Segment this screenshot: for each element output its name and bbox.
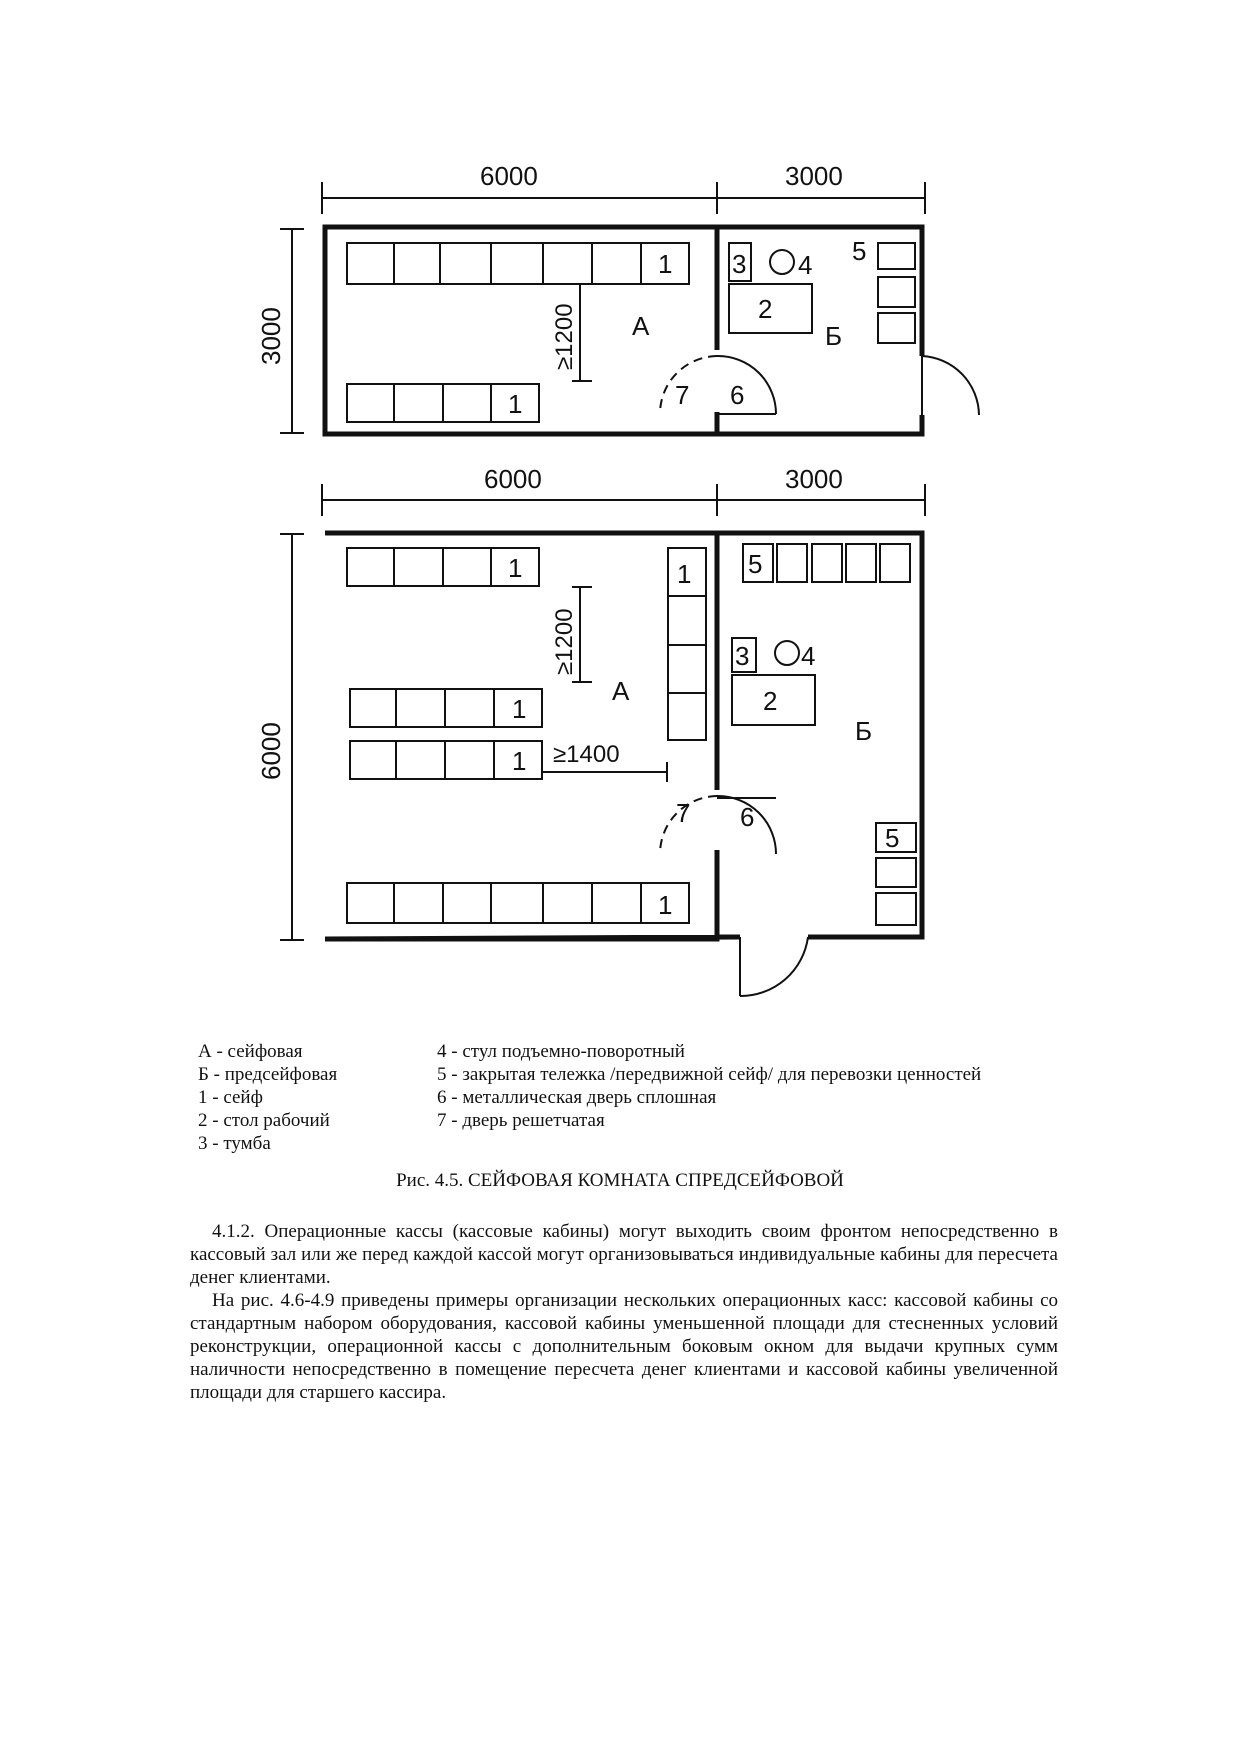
- top-chair-label: 4: [798, 250, 813, 280]
- legend-item: 4 - стул подъемно-поворотный: [437, 1041, 685, 1062]
- top-dim-width-b: 3000: [785, 161, 843, 191]
- top-safe-label-2: 1: [508, 389, 523, 419]
- legend-item: А - сейфовая: [198, 1041, 303, 1062]
- legend-item: 3 - тумба: [198, 1133, 271, 1154]
- legend-item: 5 - закрытая тележка /передвижной сейф/ для перевозки ценностей: [437, 1064, 982, 1085]
- top-room-b: Б: [825, 321, 843, 351]
- bottom-safe-label-3: 1: [512, 694, 527, 724]
- bottom-chair-label: 4: [801, 641, 816, 671]
- bottom-safe-label-5: 1: [658, 890, 673, 920]
- bottom-table-label: 2: [763, 686, 778, 716]
- body-text: [190, 1220, 1058, 1404]
- legend-item: Б - предсейфовая: [198, 1064, 338, 1085]
- legend-item: 7 - дверь решетчатая: [437, 1110, 605, 1131]
- figure-caption: Рис. 4.5. СЕЙФОВАЯ КОМНАТА СПРЕДСЕЙФОВОЙ: [396, 1170, 844, 1191]
- top-safe-label-1: 1: [658, 249, 673, 279]
- top-cabinet-label: 3: [732, 249, 747, 279]
- top-dim-width-a: 6000: [480, 161, 538, 191]
- legend-right-column: [437, 1040, 981, 1132]
- bottom-grate-door-label: 7: [676, 798, 691, 828]
- bottom-chair: [775, 641, 799, 665]
- bottom-dim-width-b: 3000: [785, 464, 843, 494]
- bottom-dim-height: 6000: [256, 722, 286, 780]
- bottom-cabinet-label: 3: [735, 641, 750, 671]
- bottom-clearance-2: ≥1400: [553, 741, 620, 768]
- legend-left-column: [198, 1040, 337, 1155]
- legend-item: 6 - металлическая дверь сплошная: [437, 1087, 717, 1108]
- bottom-room-b: Б: [855, 716, 873, 746]
- bottom-clearance-1: ≥1200: [551, 608, 578, 675]
- bottom-solid-door-label: 6: [740, 802, 755, 832]
- top-cart-label: 5: [852, 236, 867, 266]
- bottom-safe-label-2: 1: [677, 559, 692, 589]
- bottom-cart-label-1: 5: [748, 549, 763, 579]
- bottom-safe-label-4: 1: [512, 746, 527, 776]
- bottom-dim-width-a: 6000: [484, 464, 542, 494]
- legend-item: 1 - сейф: [198, 1087, 263, 1108]
- bottom-safe-label-1: 1: [508, 553, 523, 583]
- top-dim-height: 3000: [256, 307, 286, 365]
- top-room-a: А: [632, 311, 650, 341]
- top-table-label: 2: [758, 294, 773, 324]
- top-solid-door-label: 6: [730, 380, 745, 410]
- bottom-room-a: А: [612, 676, 630, 706]
- bottom-plan-outer-wall: [325, 533, 922, 939]
- paragraph: На рис. 4.6-4.9 приведены примеры организации нескольких операционных касс: кассовой кабины со стандартным набором оборудования, кассовой кабины уменьшенной площади для стесненных условий реконструкции, операционной кассы с дополнительным боковым окном для выдачи крупных сумм наличности непосредственно в помещение пересчета денег клиентами и кассовой кабины увеличенной площади для старшего кассира.: [190, 1290, 1058, 1403]
- top-clearance: ≥1200: [551, 303, 578, 370]
- paragraph: 4.1.2. Операционные кассы (кассовые кабины) могут выходить своим фронтом непосредственно в кассовый зал или же перед каждой кассой могут организовываться индивидуальные кабины для пересчета денег клиентами.: [190, 1221, 1058, 1288]
- bottom-cart-label-2: 5: [885, 823, 900, 853]
- top-grate-door-label: 7: [675, 380, 690, 410]
- legend-item: 2 - стол рабочий: [198, 1110, 330, 1131]
- top-chair: [770, 250, 794, 274]
